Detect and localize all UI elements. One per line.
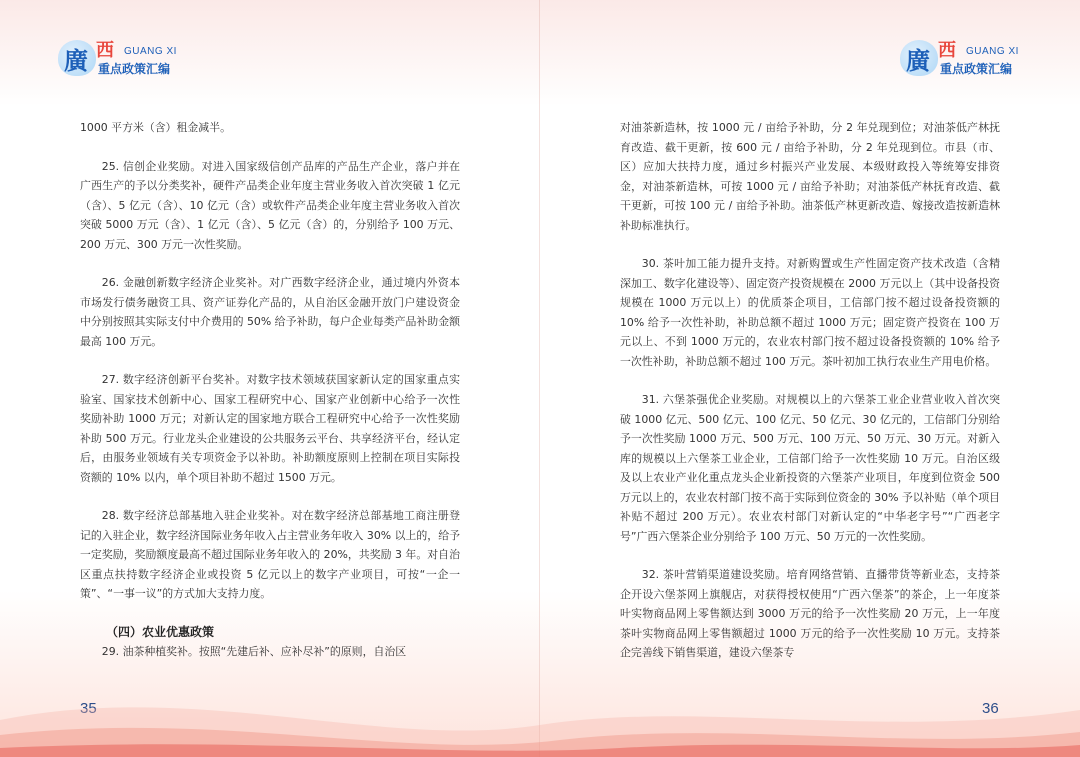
logo-xi: 西 (96, 40, 114, 61)
logo-english: GUANG XI (966, 46, 1019, 57)
logo-hanzi: 廣 (906, 46, 928, 75)
logo-english: GUANG XI (124, 46, 177, 57)
paragraph-26: 26. 金融创新数字经济企业奖补。对广西数字经济企业，通过境内外资本市场发行债务融资工具、资产证券化产品的，从自治区金融开放门户建设资金中分别按照其实际支付中介费用的 50% 给予补助，每户企业每类产品补助金额最高 100 万元。 (80, 276, 460, 348)
paragraph-25: 25. 信创企业奖励。对进入国家级信创产品库的产品生产企业，落户并在广西生产的予以分类奖补，硬件产品类企业年度主营业务收入首次突破 1 亿元（含）、5 亿元（含）、10 亿元（含）或软件产品类企业年度主营业务收入首次突破 5000 万元（含）、1 亿元（含）、5 亿元（含）的，分别给予 100 万元、200 万元、300 万元一次性奖励。 (80, 159, 460, 251)
logo-xi: 西 (938, 40, 956, 61)
paragraph-28: 28. 数字经济总部基地入驻企业奖补。对在数字经济总部基地工商注册登记的入驻企业，数字经济国际业务年收入占主营业务年收入 30% 以上的，给予一定奖励，奖励额度最高不超过国际业务年收入的 20%，共奖励 3 年。对自治区重点扶持数字经济企业或投资 5 亿元以上的数字产业项目，可按“一企一策”、“一事一议”的方式加大支持力度。 (80, 509, 460, 600)
continued-paragraph-right: 对油茶新造林，按 1000 元 / 亩给予补助，分 2 年兑现到位；对油茶低产林抚育改造、截干更新，按 600 元 / 亩给予补助，分 2 年兑现到位。市县（市、区）应加大扶持力度，通过乡村振兴产业发展、本级财政投入等统筹安排资金，对油茶新造林，可按 1000 元 / 亩给予补助；对油茶低产林抚育改造、截干更新，可按 100 元 / 亩给予补助。油茶低产林更新改造、嫁接改造按新造林补助标准执行。 (620, 121, 1000, 232)
logo-subtitle: 重点政策汇编 (98, 62, 171, 76)
page-number-right: 36 (982, 700, 999, 717)
decorative-waves (0, 640, 1080, 757)
right-page-content (620, 118, 1000, 682)
guangxi-logo-right (900, 38, 1030, 80)
logo-hanzi: 廣 (64, 46, 86, 75)
continued-paragraph: 1000 平方米（含）租金减半。 (80, 121, 231, 134)
logo-subtitle: 重点政策汇编 (940, 62, 1013, 76)
paragraph-31: 31. 六堡茶强优企业奖励。对规模以上的六堡茶工业企业营业收入首次突破 1000 亿元、500 亿元、100 亿元、50 亿元、30 亿元的，工信部门分别给予一次性奖励 1000 万元、500 万元、100 万元、50 万元、30 万元。对新入库的规模以上六堡茶工业企业，工信部门给予一次性奖励 10 万元。自治区级及以上农业产业化重点龙头企业新投资的六堡茶产业项目，年度到位资金 500 万元以上的，农业农村部门按不高于实际到位资金的 30% 予以补贴（单个项目补贴不超过 200 万元）。农业农村部门对新认定的“中华老字号”“广西老字号”广西六堡茶企业分别给予 100 万元、50 万元的一次性奖励。 (620, 393, 1000, 543)
paragraph-29: 29. 油茶种植奖补。按照“先建后补、应补尽补”的原则，自治区 (101, 645, 407, 658)
paragraph-30: 30. 茶叶加工能力提升支持。对新购置或生产性固定资产技术改造（含精深加工、数字化建设等）、固定资产投资规模在 2000 万元以上（其中设备投资规模在 1000 万元以上）的优质茶企项目，工信部门按不超过设备投资额的 10% 给予一次性补助，补助总额不超过 1000 万元；固定资产投资在 100 万元以上、不到 1000 万元的，农业农村部门按不超过设备投资额的 10% 给予一次性补助，补助总额不超过 100 万元。茶叶初加工执行农业生产用电价格。 (620, 257, 1000, 368)
page-number-left: 35 (80, 700, 97, 717)
paragraph-27: 27. 数字经济创新平台奖补。对数字技术领域获国家新认定的国家重点实验室、国家技术创新中心、国家工程研究中心、国家产业创新中心给予一次性奖励补助 1000 万元；对新认定的国家地方联合工程研究中心给予一次性奖励补助 500 万元。行业龙头企业建设的公共服务云平台、共享经济平台，经认定后，由服务业领域有关专项资金予以补助。补助额度原则上控制在项目实际投资额的 10% 以内，单个项目补助不超过 1500 万元。 (80, 373, 460, 484)
section-heading-agriculture: （四）农业优惠政策 (106, 624, 215, 639)
paragraph-32: 32. 茶叶营销渠道建设奖励。培育网络营销、直播带货等新业态，支持茶企开设六堡茶网上旗舰店，对获得授权使用“广西六堡茶”的茶企，上一年度茶叶实物商品网上零售额达到 3000 万元的给予一次性奖励 20 万元，上一年度茶叶实物商品网上零售额超过 1000 万元的给予一次性奖励 10 万元。支持茶企完善线下销售渠道，建设六堡茶专 (620, 568, 1000, 659)
